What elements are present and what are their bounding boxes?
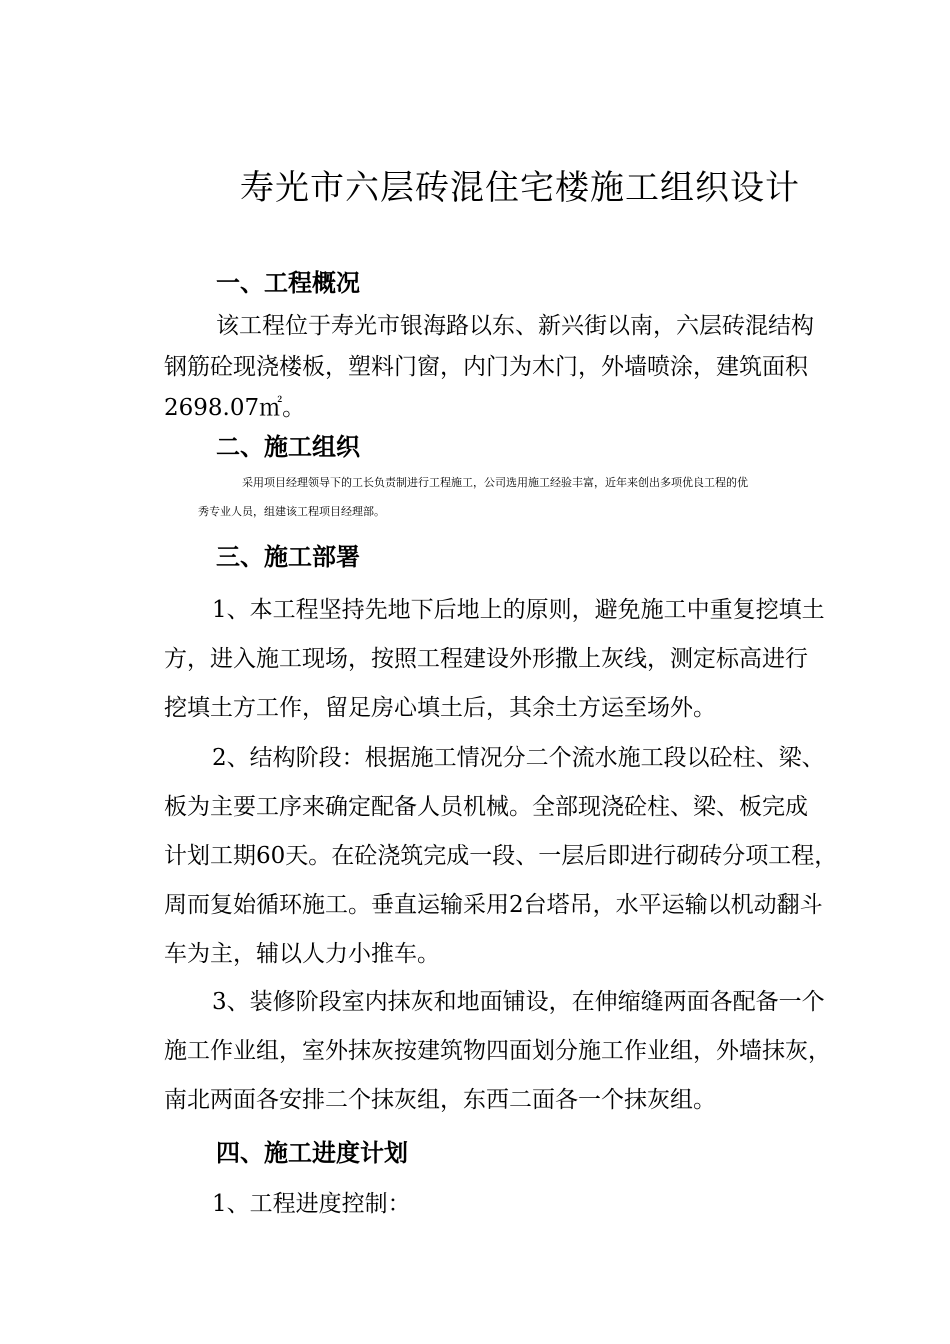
paragraph-deployment-2 bbox=[164, 734, 884, 979]
paragraph-line: 车为主，辅以人力小推车。 bbox=[164, 941, 440, 967]
section-heading-organization: 二、施工组织 bbox=[216, 433, 360, 461]
section-heading-deployment: 三、施工部署 bbox=[216, 543, 360, 571]
document-title: 寿光市六层砖混住宅楼施工组织设计 bbox=[240, 168, 800, 208]
paragraph-deployment-1 bbox=[164, 586, 884, 733]
paragraph-line: 3、装修阶段室内抹灰和地面铺设，在伸缩缝两面各配备一个 bbox=[212, 989, 825, 1015]
paragraph-line: 1、工程进度控制： bbox=[212, 1191, 411, 1217]
paragraph-line: 南北两面各安排二个抹灰组，东西二面各一个抹灰组。 bbox=[164, 1087, 716, 1113]
paragraph-line: 采用项目经理领导下的工长负责制进行工程施工，公司选用施工经验丰富，近年来创出多项优良工程的优 bbox=[242, 476, 748, 489]
paragraph-line: 1、本工程坚持先地下后地上的原则，避免施工中重复挖填土 bbox=[212, 597, 825, 623]
paragraph-line: 挖填土方工作，留足房心填土后，其余土方运至场外。 bbox=[164, 695, 716, 721]
paragraph-organization bbox=[198, 468, 898, 526]
paragraph-line: 周而复始循环施工。垂直运输采用2台塔吊，水平运输以机动翻斗 bbox=[164, 892, 823, 918]
paragraph-line: 计划工期60天。在砼浇筑完成一段、一层后即进行砌砖分项工程， bbox=[164, 843, 838, 869]
paragraph-line: 施工作业组，室外抹灰按建筑物四面划分施工作业组，外墙抹灰， bbox=[164, 1038, 831, 1064]
paragraph-line: 2、结构阶段：根据施工情况分二个流水施工段以砼柱、梁、 bbox=[212, 745, 825, 771]
paragraph-line: 钢筋砼现浇楼板，塑料门窗，内门为木门，外墙喷涂，建筑面积 bbox=[164, 354, 808, 380]
section-heading-overview: 一、工程概况 bbox=[216, 269, 360, 297]
paragraph-line: 2698.07㎡。 bbox=[164, 395, 306, 421]
section-heading-schedule: 四、施工进度计划 bbox=[216, 1139, 408, 1167]
paragraph-line: 秀专业人员，组建该工程项目经理部。 bbox=[198, 505, 385, 518]
paragraph-overview bbox=[164, 306, 884, 429]
paragraph-schedule bbox=[164, 1180, 884, 1229]
paragraph-line: 板为主要工序来确定配备人员机械。全部现浇砼柱、梁、板完成 bbox=[164, 794, 808, 820]
paragraph-line: 方，进入施工现场，按照工程建设外形撒上灰线，测定标高进行 bbox=[164, 646, 808, 672]
paragraph-line: 该工程位于寿光市银海路以东、新兴街以南，六层砖混结构 bbox=[216, 313, 814, 339]
paragraph-deployment-3 bbox=[164, 978, 884, 1125]
